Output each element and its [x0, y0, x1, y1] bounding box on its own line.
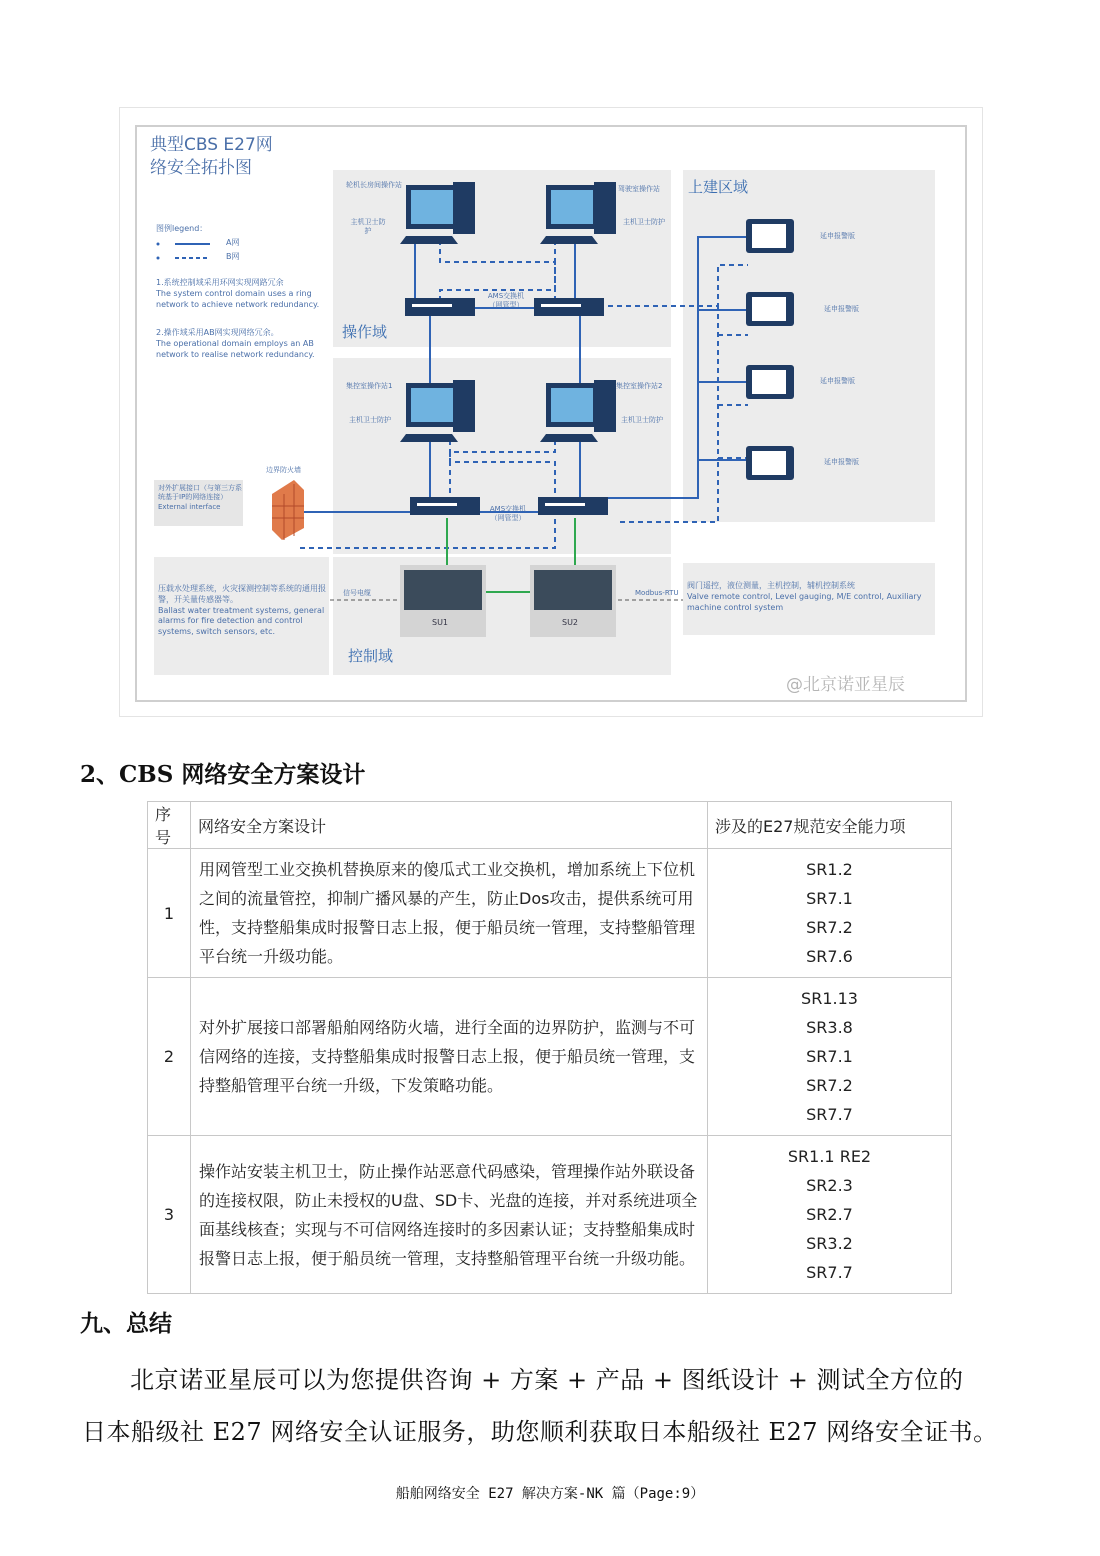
summary-line1: 北京诺亚星辰可以为您提供咨询 + 方案 + 产品 + 图纸设计 + 测试全方位的	[130, 1366, 964, 1394]
diagram-title	[150, 134, 273, 180]
valve-cn: 阀门遥控，液位测量，主机控制，辅机控制系统	[687, 581, 855, 590]
ballast-en: Ballast water treatment systems, general alarms for fire detection and control systems, switch sensors, etc.	[158, 605, 325, 637]
b-net-line	[450, 440, 555, 500]
row-items	[708, 978, 952, 1136]
workstation-icon	[540, 182, 616, 244]
row-desc: 用网管型工业交换机替换原来的傻瓜式工业交换机，增加系统上下位机之间的流量管控，抑制广播风暴的产生，防止Dos攻击，提供系统可用性，支持整船集成时报警日志上报，便于船员统一管理，支持整船管理平台统一升级功能。	[191, 849, 708, 978]
b-net-line	[440, 240, 555, 300]
switch-label-top: AMS交换机（网管型）	[487, 292, 525, 310]
alarm-panel-label-2: 延申报警版	[824, 305, 859, 313]
table-header-row	[148, 802, 952, 849]
row-items	[708, 849, 952, 978]
sr-item: SR3.8	[806, 1018, 853, 1037]
section2-title: 2、CBS 网络安全方案设计	[80, 761, 366, 788]
alarm-panel-label-3: 延申报警版	[820, 377, 855, 385]
b-net-line	[608, 265, 748, 306]
valve-text	[687, 581, 931, 613]
legend-bullet	[157, 243, 160, 246]
ws2-guard-label: 主机卫士防护	[623, 218, 665, 226]
table-row	[148, 849, 952, 978]
note2	[156, 328, 326, 360]
header-num: 序号	[148, 802, 191, 849]
row-num: 1	[148, 849, 191, 978]
ws1-guard-label: 主机卫士防护	[350, 218, 386, 236]
ballast-text	[158, 584, 326, 638]
valve-en: Valve remote control, Level gauging, M/E control, Auxiliary machine control system	[687, 591, 922, 612]
a-net-line	[605, 237, 748, 498]
header-items: 涉及的E27规范安全能力项	[708, 802, 952, 849]
firewall-label: 边界防火墙	[266, 466, 301, 474]
header-design: 网络安全方案设计	[191, 802, 708, 849]
sr-item: SR2.7	[806, 1205, 853, 1224]
alarm-panel-label-4: 延申报警版	[824, 458, 859, 466]
switch-label-bottom: AMS交换机（网管型）	[489, 505, 527, 523]
summary-paragraph	[82, 1354, 1022, 1458]
sr-item: SR7.1	[806, 889, 853, 908]
table-row	[148, 1136, 952, 1294]
sr-item: SR2.3	[806, 1176, 853, 1195]
sr-item: SR7.1	[806, 1047, 853, 1066]
row-items	[708, 1136, 952, 1294]
sr-item: SR3.2	[806, 1234, 853, 1253]
su1-label: SU1	[432, 618, 449, 627]
alarm-panel-label-1: 延申报警版	[820, 232, 855, 240]
ws4-label: 集控室操作站2	[616, 382, 663, 390]
ws2-label: 驾驶室操作站	[618, 185, 660, 193]
ext-interface-cn: 对外扩展接口（与第三方系统基于IP的网络连接）	[158, 484, 242, 502]
watermark: @北京诺亚星辰	[786, 675, 905, 695]
note2-en: The operational domain employs an AB network to realise network redundancy.	[156, 338, 315, 359]
b-net-line	[620, 460, 718, 522]
note1	[156, 278, 326, 310]
security-plan-table	[147, 801, 952, 1294]
sr-item: SR7.7	[806, 1263, 853, 1282]
table-row	[148, 978, 952, 1136]
diagram-title-line1: 典型CBS E27网	[150, 135, 273, 155]
row-num: 3	[148, 1136, 191, 1294]
note1-en: The system control domain uses a ring network to achieve network redundancy.	[156, 288, 320, 309]
diagram-title-line2: 络安全拓扑图	[150, 157, 252, 178]
a-net-line	[698, 310, 748, 460]
summary-line2: 日本船级社 E27 网络安全认证服务，助您顺利获取日本船级社 E27 网络安全证书。	[82, 1418, 998, 1446]
zone-control-title: 控制域	[348, 647, 394, 665]
sr-item: SR7.2	[806, 918, 853, 937]
sr-item: SR7.6	[806, 947, 853, 966]
sr-item: SR1.13	[801, 989, 858, 1008]
sr-item: SR1.1 RE2	[787, 1147, 872, 1166]
ws1-label: 轮机长房间操作站	[346, 181, 402, 189]
ballast-cn: 压载水处理系统，火灾探测控制等系统的通用报警，开关量传感器等。	[158, 584, 326, 604]
note2-cn: 2.操作域采用AB网实现网络冗余。	[156, 328, 279, 337]
row-desc: 操作站安装主机卫士，防止操作站恶意代码感染，管理操作站外联设备的连接权限，防止未授权的U盘、SD卡、光盘的连接，并对系统进项全面基线核查；实现与不可信网络连接时的多因素认证；支持整船集成时报警日志上报，便于船员统一管理，支持整船管理平台统一升级功能。	[191, 1136, 708, 1294]
row-num: 2	[148, 978, 191, 1136]
ws4-guard-label: 主机卫士防护	[621, 416, 663, 424]
legend-label: 图例legend：	[156, 224, 208, 233]
firewall-icon	[272, 480, 304, 540]
ws3-label: 集控室操作站1	[346, 382, 393, 390]
page-footer: 船舶网络安全 E27 解决方案-NK 篇（Page:9）	[395, 1486, 705, 1502]
workstation-icon	[400, 380, 475, 442]
legend-b-label: B网	[226, 252, 240, 261]
su2-label: SU2	[562, 618, 579, 627]
signal-cable-label: 信号电缆	[343, 589, 371, 597]
section9-title: 九、总结	[80, 1310, 172, 1337]
zone-super-title: 上建区域	[688, 178, 749, 196]
sr-item: SR7.2	[806, 1076, 853, 1095]
legend-bullet	[157, 257, 160, 260]
row-desc: 对外扩展接口部署船舶网络防火墙，进行全面的边界防护，监测与不可信网络的连接，支持整船集成时报警日志上报，便于船员统一管理，支持整船管理平台统一升级，下发策略功能。	[191, 978, 708, 1136]
modbus-label: Modbus-RTU	[635, 589, 679, 597]
ext-interface-en: External interface	[158, 502, 221, 511]
note1-cn: 1.系统控制域采用环网实现网路冗余	[156, 278, 284, 287]
workstation-icon	[400, 182, 475, 244]
ext-interface-label	[158, 484, 242, 512]
workstation-icon	[540, 380, 616, 442]
sr-item: SR1.2	[806, 860, 853, 879]
sr-item: SR7.7	[806, 1105, 853, 1124]
ws3-guard-label: 主机卫士防护	[349, 416, 391, 424]
legend-a-label: A网	[226, 238, 240, 247]
alarm-panel-icon	[746, 219, 794, 480]
zone-operation-title: 操作域	[342, 323, 388, 341]
b-net-line	[450, 440, 555, 500]
